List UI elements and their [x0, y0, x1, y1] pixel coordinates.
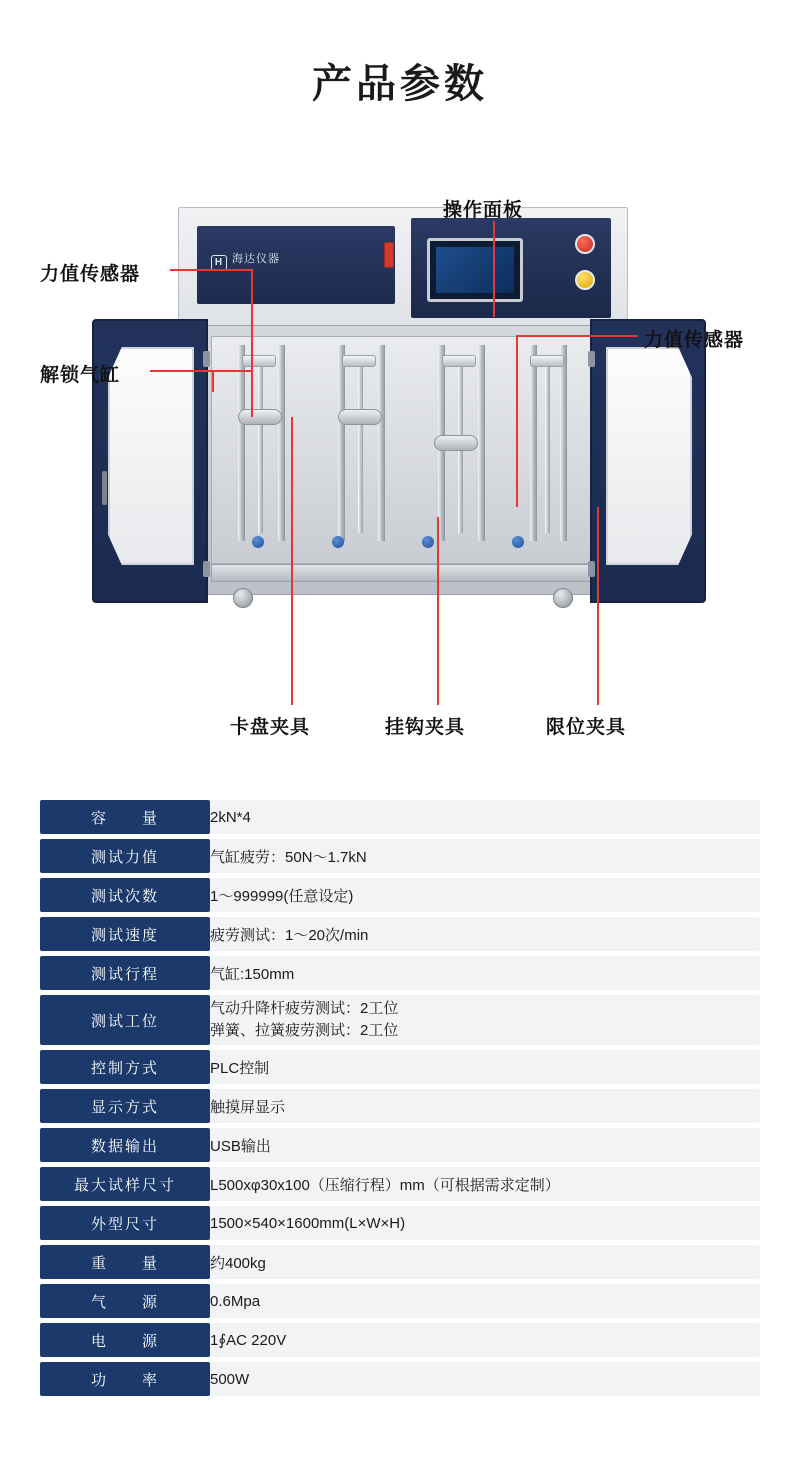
guide-column [378, 345, 385, 541]
table-row [40, 995, 760, 1045]
guide-column [560, 345, 567, 541]
station-badge [252, 536, 264, 548]
callout-load-cell-left: 力值传感器 [40, 264, 141, 285]
spec-value-line-2: 弹簧、拉簧疲劳测试：2工位 [210, 1022, 399, 1039]
chuck-fixture-part [338, 409, 382, 425]
selector-knob[interactable] [575, 270, 595, 290]
hmi-screen[interactable] [436, 247, 514, 293]
load-cell-module [242, 355, 276, 367]
door-handle[interactable] [102, 471, 107, 505]
guide-column [238, 345, 245, 541]
emergency-stop-button[interactable] [575, 234, 595, 254]
spec-key: 气 源 [40, 1284, 210, 1318]
door-hinge [588, 561, 595, 577]
spec-key: 电 源 [40, 1323, 210, 1357]
cabinet-base [211, 564, 593, 582]
spec-key: 测试行程 [40, 956, 210, 990]
door-window [606, 347, 692, 565]
table-row [40, 956, 760, 990]
callout-chuck-fixture: 卡盘夹具 [230, 717, 311, 738]
spec-value: 1∮AC 220V [210, 1323, 760, 1357]
table-row [40, 1089, 760, 1123]
spec-table-wrap [40, 795, 760, 1401]
spec-value: USB输出 [210, 1128, 760, 1162]
spec-key: 测试速度 [40, 917, 210, 951]
load-cell-module [442, 355, 476, 367]
station-badge [332, 536, 344, 548]
spec-key: 数据输出 [40, 1128, 210, 1162]
test-rod [258, 363, 263, 533]
door-hinge [588, 351, 595, 367]
spec-key: 功 率 [40, 1362, 210, 1396]
leader-control-panel [493, 221, 495, 317]
spec-value: 500W [210, 1362, 760, 1396]
spec-value: 2kN*4 [210, 800, 760, 834]
table-row [40, 1206, 760, 1240]
hook-fixture-part [434, 435, 478, 451]
spec-key: 最大试样尺寸 [40, 1167, 210, 1201]
spec-key: 重 量 [40, 1245, 210, 1279]
callout-unlock-cylinder: 解锁气缸 [40, 365, 121, 386]
control-panel-unit[interactable] [411, 218, 611, 318]
machine-illustration [78, 207, 726, 687]
cabinet-door-right[interactable] [590, 319, 706, 603]
leader-load-cell-left-v [251, 269, 253, 417]
hmi-touchscreen[interactable] [427, 238, 523, 302]
table-row [40, 1362, 760, 1396]
station-badge [512, 536, 524, 548]
machine-cabinet [196, 325, 608, 595]
spec-value: 1500×540×1600mm(L×W×H) [210, 1206, 760, 1240]
guide-column [278, 345, 285, 541]
spec-value: 触摸屏显示 [210, 1089, 760, 1123]
load-cell-module [342, 355, 376, 367]
callout-load-cell-right: 力值传感器 [644, 330, 745, 351]
test-rod [358, 363, 363, 533]
guide-column [338, 345, 345, 541]
spec-value: 1～999999(任意设定) [210, 878, 760, 912]
spec-value-line-1: 气动升降杆疲劳测试：2工位 [210, 1000, 399, 1018]
caster-wheel [233, 588, 253, 608]
callout-hook-fixture: 挂钩夹具 [385, 717, 466, 738]
table-row [40, 1245, 760, 1279]
brand-logo [211, 250, 280, 271]
spec-value-multiline [210, 995, 760, 1045]
station-badge [422, 536, 434, 548]
callout-limit-fixture: 限位夹具 [546, 717, 627, 738]
table-row [40, 878, 760, 912]
spec-key: 外型尺寸 [40, 1206, 210, 1240]
spec-value: 0.6Mpa [210, 1284, 760, 1318]
spec-value: 疲劳测试：1～20次/min [210, 917, 760, 951]
door-hinge [203, 561, 210, 577]
spec-key: 测试力值 [40, 839, 210, 873]
spec-table [40, 795, 760, 1401]
spec-key: 控制方式 [40, 1050, 210, 1084]
leader-load-cell-right-h [516, 335, 638, 337]
callout-control-panel: 操作面板 [443, 200, 524, 221]
spec-value: 气缸疲劳：50N～1.7kN [210, 839, 760, 873]
table-row [40, 1323, 760, 1357]
spec-key: 测试工位 [40, 995, 210, 1045]
leader-load-cell-right-v [516, 335, 518, 507]
guide-column [478, 345, 485, 541]
door-hinge [203, 351, 210, 367]
table-row [40, 1167, 760, 1201]
spec-value: PLC控制 [210, 1050, 760, 1084]
table-row [40, 1128, 760, 1162]
spec-value: 气缸:150mm [210, 956, 760, 990]
spec-key: 显示方式 [40, 1089, 210, 1123]
chuck-fixture-part [238, 409, 282, 425]
caster-wheel [553, 588, 573, 608]
table-row [40, 800, 760, 834]
door-window [108, 347, 194, 565]
spec-value: 约400kg [210, 1245, 760, 1279]
leader-unlock-cylinder-v [212, 370, 214, 392]
spec-key: 容 量 [40, 800, 210, 834]
leader-limit-fixture [597, 507, 599, 705]
spec-value: L500xφ30x100（压缩行程）mm（可根据需求定制） [210, 1167, 760, 1201]
console-left-panel [197, 226, 395, 304]
spec-key: 测试次数 [40, 878, 210, 912]
table-row [40, 1284, 760, 1318]
table-row [40, 839, 760, 873]
brand-name: 海达仪器 [232, 253, 280, 265]
product-diagram [0, 127, 800, 747]
table-row [40, 1050, 760, 1084]
page-title: 产品参数 [312, 62, 488, 106]
leader-load-cell-left-h [170, 269, 252, 271]
leader-hook-fixture [437, 517, 439, 705]
table-row [40, 917, 760, 951]
test-rod [545, 363, 550, 533]
machine-console [178, 207, 628, 327]
power-switch[interactable] [384, 242, 394, 268]
brand-mark-icon: H [211, 255, 227, 271]
cabinet-interior [211, 336, 593, 564]
leader-unlock-cylinder-h [150, 370, 252, 372]
guide-column [530, 345, 537, 541]
load-cell-module [530, 355, 564, 367]
leader-chuck-fixture [291, 417, 293, 705]
